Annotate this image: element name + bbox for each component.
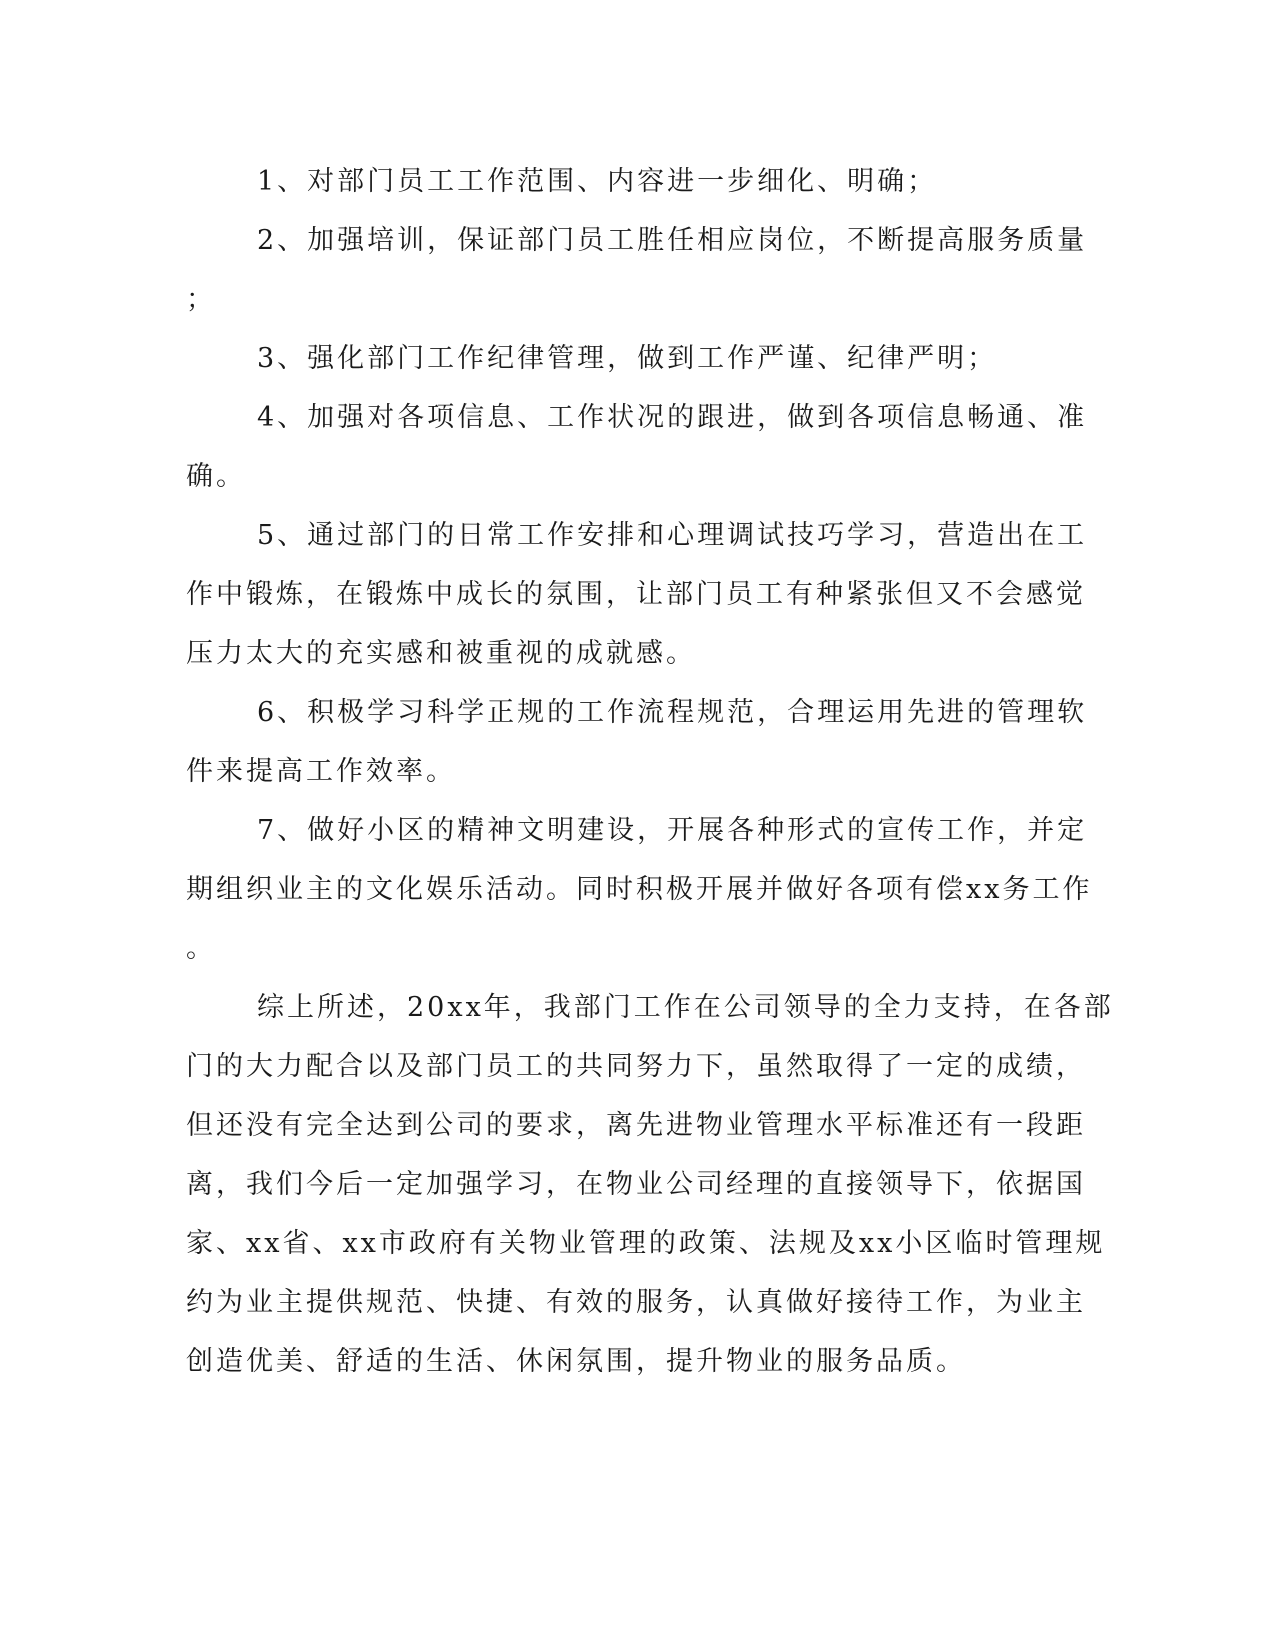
paragraph-6-line-2: 件来提高工作效率。	[186, 756, 456, 787]
summary-line-2: 门的大力配合以及部门员工的共同努力下，虽然取得了一定的成绩，	[186, 1051, 1086, 1082]
paragraph-2-line-1: 2、加强培训，保证部门员工胜任相应岗位，不断提高服务质量	[257, 225, 1088, 256]
paragraph-5-line-3: 压力太大的充实感和被重视的成就感。	[186, 638, 696, 669]
paragraph-4-line-2: 确。	[186, 461, 246, 492]
paragraph-7-line-3: 。	[186, 933, 216, 964]
summary-line-1: 综上所述，20xx年，我部门工作在公司领导的全力支持，在各部	[257, 992, 1114, 1023]
summary-line-5: 家、xx省、xx市政府有关物业管理的政策、法规及xx小区临时管理规	[186, 1228, 1106, 1259]
summary-line-3: 但还没有完全达到公司的要求，离先进物业管理水平标准还有一段距	[186, 1110, 1086, 1141]
paragraph-2-line-2: ；	[186, 284, 216, 315]
paragraph-7-line-2: 期组织业主的文化娱乐活动。同时积极开展并做好各项有偿xx务工作	[186, 874, 1093, 905]
paragraph-1-line-1: 1、对部门员工工作范围、内容进一步细化、明确；	[257, 166, 938, 197]
paragraph-6-line-1: 6、积极学习科学正规的工作流程规范，合理运用先进的管理软	[257, 697, 1088, 728]
summary-line-7: 创造优美、舒适的生活、休闲氛围，提升物业的服务品质。	[186, 1346, 966, 1377]
summary-line-6: 约为业主提供规范、快捷、有效的服务，认真做好接待工作，为业主	[186, 1287, 1086, 1318]
paragraph-3-line-1: 3、强化部门工作纪律管理，做到工作严谨、纪律严明；	[257, 343, 998, 374]
paragraph-5-line-1: 5、通过部门的日常工作安排和心理调试技巧学习，营造出在工	[257, 520, 1088, 551]
paragraph-7-line-1: 7、做好小区的精神文明建设，开展各种形式的宣传工作，并定	[257, 815, 1088, 846]
paragraph-5-line-2: 作中锻炼，在锻炼中成长的氛围，让部门员工有种紧张但又不会感觉	[186, 579, 1086, 610]
summary-line-4: 离，我们今后一定加强学习，在物业公司经理的直接领导下，依据国	[186, 1169, 1086, 1200]
paragraph-4-line-1: 4、加强对各项信息、工作状况的跟进，做到各项信息畅通、准	[257, 402, 1088, 433]
